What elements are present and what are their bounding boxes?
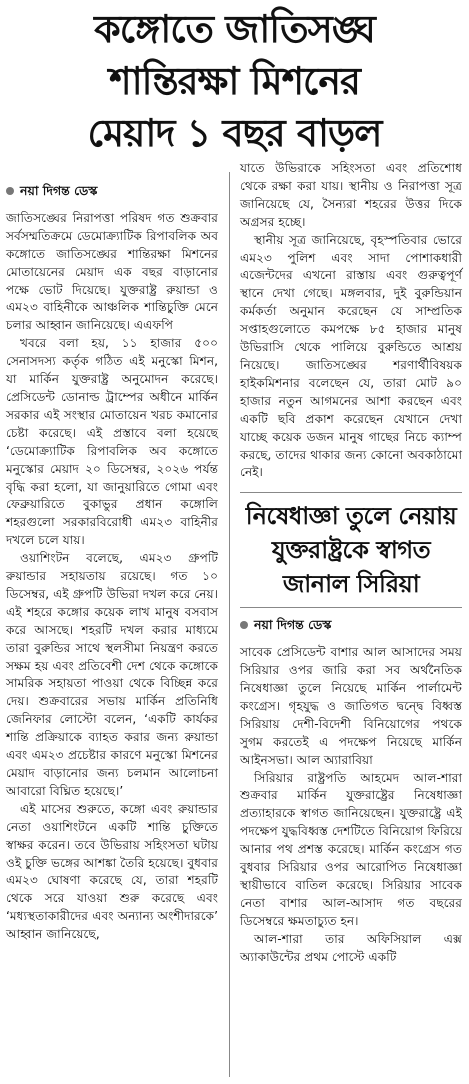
- article-1-source: নয়া দিগন্ত ডেস্ক: [20, 183, 98, 198]
- headline-line-1: কঙ্গোতে জাতিসঙ্ঘ: [94, 7, 375, 51]
- article-1-paragraph: এই মাসের শুরুতে, কঙ্গো এবং রুয়ান্ডার নেতা ওয়াশিংটনে একটি শান্তি চুক্তিতে স্বাক্ষর করেন। তবে উভিরায় সহিংসতা ঘটায় ওই চুক্তি ভঙ্গের আশঙ্কা তৈরি হয়েছে। বুধবার এম২৩ ঘোষণা করেছে যে, তারা শহরটি থেকে সরে যাওয়া শুরু করেছে এবং ‘মধ্যস্থতাকারীদের এবং অন্যান্য অংশীদারকে’ আহ্বান জানিয়েছে,: [6, 801, 218, 942]
- article-2-paragraph: সিরিয়ার রাষ্ট্রপতি আহমেদ আল-শারা শুক্রবার মার্কিন যুক্তরাষ্ট্রের নিষেধাজ্ঞা প্রত্যাহারকে স্বাগত জানিয়েছেন। যুক্তরাষ্ট্রে এই পদক্ষেপ যুদ্ধবিধ্বস্ত দেশটিতে বিনিয়োগ ফিরিয়ে আনার পথ প্রশস্ত করেছে। মার্কিন কংগ্রেস গত বুধবার সিরিয়ার ওপর আরোপিত নিষেধাজ্ঞা স্থায়ীভাবে বাতিল করেছে। সিরিয়ার সাবেক নেতা বাশার আল-আসাদ গত বছরের ডিসেম্বরে ক্ষমতাচ্যুত হন।: [240, 770, 462, 928]
- headline-line-2: শান্তিরক্ষা মিশনের: [109, 59, 360, 103]
- article-2-headline-line-3: জানাল সিরিয়া: [282, 570, 420, 599]
- headline-line-3: মেয়াদ ১ বছর বাড়ল: [87, 111, 382, 155]
- article-2-headline-line-2: যুক্তরাষ্ট্রকে স্বাগত: [271, 536, 431, 565]
- article-2-headline: [240, 492, 462, 608]
- article-2-paragraph: আল-শারা তার অফিসিয়াল এক্স অ্যাকাউন্টের প্রথম পোস্টে একটি: [240, 931, 462, 964]
- article-1-paragraph: জাতিসঙ্ঘের নিরাপত্তা পরিষদ গত শুক্রবার সর্বসম্মতিক্রমে ডেমোক্র্যাটিক রিপাবলিক অব কঙ্গোতে জাতিসঙ্ঘের শান্তিরক্ষা মিশনের মোতায়েনের মেয়াদ এক বছর বাড়ানোর পক্ষে ভোট দিয়েছে। যুক্তরাষ্ট্র রুয়ান্ডা ও এম২৩ বাহিনীকে আঞ্চলিক শান্তিচুক্তি মেনে চলার আহ্বান জানিয়েছে। এএফপি: [6, 210, 218, 333]
- article-1-paragraph: ওয়াশিংটন বলেছে, এম২৩ গ্রুপটি রুয়ান্ডার সহায়তায় রয়েছে। গত ১০ ডিসেম্বর, এই গ্রুপটি উভিরা দখল করে নেয়। এই শহরে কঙ্গোর কয়েক লাখ মানুষ বসবাস করে আসছে। শহরটি দখল করার মাধ্যমে তারা বুরুন্ডির সাথে স্থলসীমা নিয়ন্ত্রণ করতে সক্ষম হয় এবং প্রতিবেশী দেশ থেকে কঙ্গোকে সামরিক সহায়তা পাওয়া থেকে বিচ্ছিন্ন করে দেয়। শুক্রবারের সভায় মার্কিন প্রতিনিধি জেনিফার লোস্টো বলেন, ‘একটি কার্যকর শান্তি প্রক্রিয়াকে ব্যাহত করার জন্য রুয়ান্ডা এবং এম২৩ প্রচেষ্টার কারণে মনুস্কো মিশনের মেয়াদ বাড়ানোর জন্য চলমান আলোচনা আবারো বিঘ্নিত হয়েছে।’: [6, 551, 218, 798]
- article-1-column-left: [6, 174, 218, 944]
- article-1-column-right: [240, 160, 462, 967]
- article-1-paragraph: যাতে উভিরাকে সহিংসতা এবং প্রতিশোধ থেকে রক্ষা করা যায়। স্থানীয় ও নিরাপত্তা সূত্র জানিয়েছে যে, সৈন্যরা শহরের উত্তর দিকে অগ্রসর হচ্ছে।: [240, 161, 462, 229]
- article-2-headline-line-1: নিষেধাজ্ঞা তুলে নেয়ায়: [245, 502, 457, 531]
- column-divider: [229, 172, 230, 1077]
- bullet-icon: [6, 187, 14, 195]
- article-1-byline: [6, 182, 218, 200]
- article-2-byline: [240, 616, 462, 634]
- article-2-paragraph: সাবেক প্রেসিডেন্ট বাশার আল আসাদের সময় সিরিয়ার ওপর জারি করা সব অর্থনৈতিক নিষেধাজ্ঞা তুলে নিয়েছে মার্কিন পার্লামেন্ট কংগ্রেস। গৃহযুদ্ধ ও জাতিগত দ্বন্দ্বে বিধ্বস্ত সিরিয়ায় দেশী-বিদেশী বিনিয়োগের পথকে সুগম করতেই এ পদক্ষেপ নিয়েছে মার্কিন আইনসভা। আল অ্যারাবিয়া: [240, 645, 462, 767]
- main-headline: [0, 0, 469, 162]
- article-2-source: নয়া দিগন্ত ডেস্ক: [254, 617, 332, 633]
- bullet-icon: [240, 621, 248, 629]
- article-1-paragraph: খবরে বলা হয়, ১১ হাজার ৫০০ সেনাসদস্য কর্তৃক গঠিত এই মনুস্কো মিশন, যা মার্কিন যুক্তরাষ্ট্র অনুমোদন করেছে। প্রেসিডেন্ট ডোনাল্ড ট্রাম্পের অধীনে মার্কিন সরকার এই সংস্থার মোতায়েন খরচ কমানোর চেষ্টা করেছে। এই প্রস্তাবে বলা হয়েছে ‘ডেমোক্র্যাটিক রিপাবলিক অব কঙ্গোতে মনুস্কোর মেয়াদ ২০ ডিসেম্বর, ২০২৬ পর্যন্ত বৃদ্ধি করা হলো, যা জানুয়ারিতে গোমা এবং ফেব্রুয়ারিতে বুকাভুর প্রধান কঙ্গোলি শহরগুলো সরকারবিরোধী এম২৩ বাহিনীর দখলে চলে যায়।: [6, 336, 218, 548]
- article-1-paragraph: স্থানীয় সূত্র জানিয়েছে, বৃহস্পতিবার ভোরে এম২৩ পুলিশ এবং সাদা পোশাকধারী এজেন্টদের এখনো রাস্তায় এবং গুরুত্বপূর্ণ স্থানে দেখা গেছে। মঙ্গলবার, দুই বুরুন্ডিয়ান কর্মকর্তা অনুমান করেছেন যে সাম্প্রতিক সপ্তাহগুলোতে কমপক্ষে ৮৫ হাজার মানুষ উভিরাসি থেকে পালিয়ে বুরুন্ডিতে আশ্রয় নিয়েছে। জাতিসঙ্ঘের শরণার্থীবিষয়ক হাইকমিশনার বলেছেন যে, তারা মোট ৯০ হাজার নতুন আগমনের আশা করছেন এবং একটি ছবি প্রকাশ করেছেন যেখানে দেখা যাচ্ছে কয়েক ডজন মানুষ গাছের নিচে ক্যাম্প করছে, তাদের থাকার জন্য কোনো অবকাঠামো নেই।: [240, 232, 462, 480]
